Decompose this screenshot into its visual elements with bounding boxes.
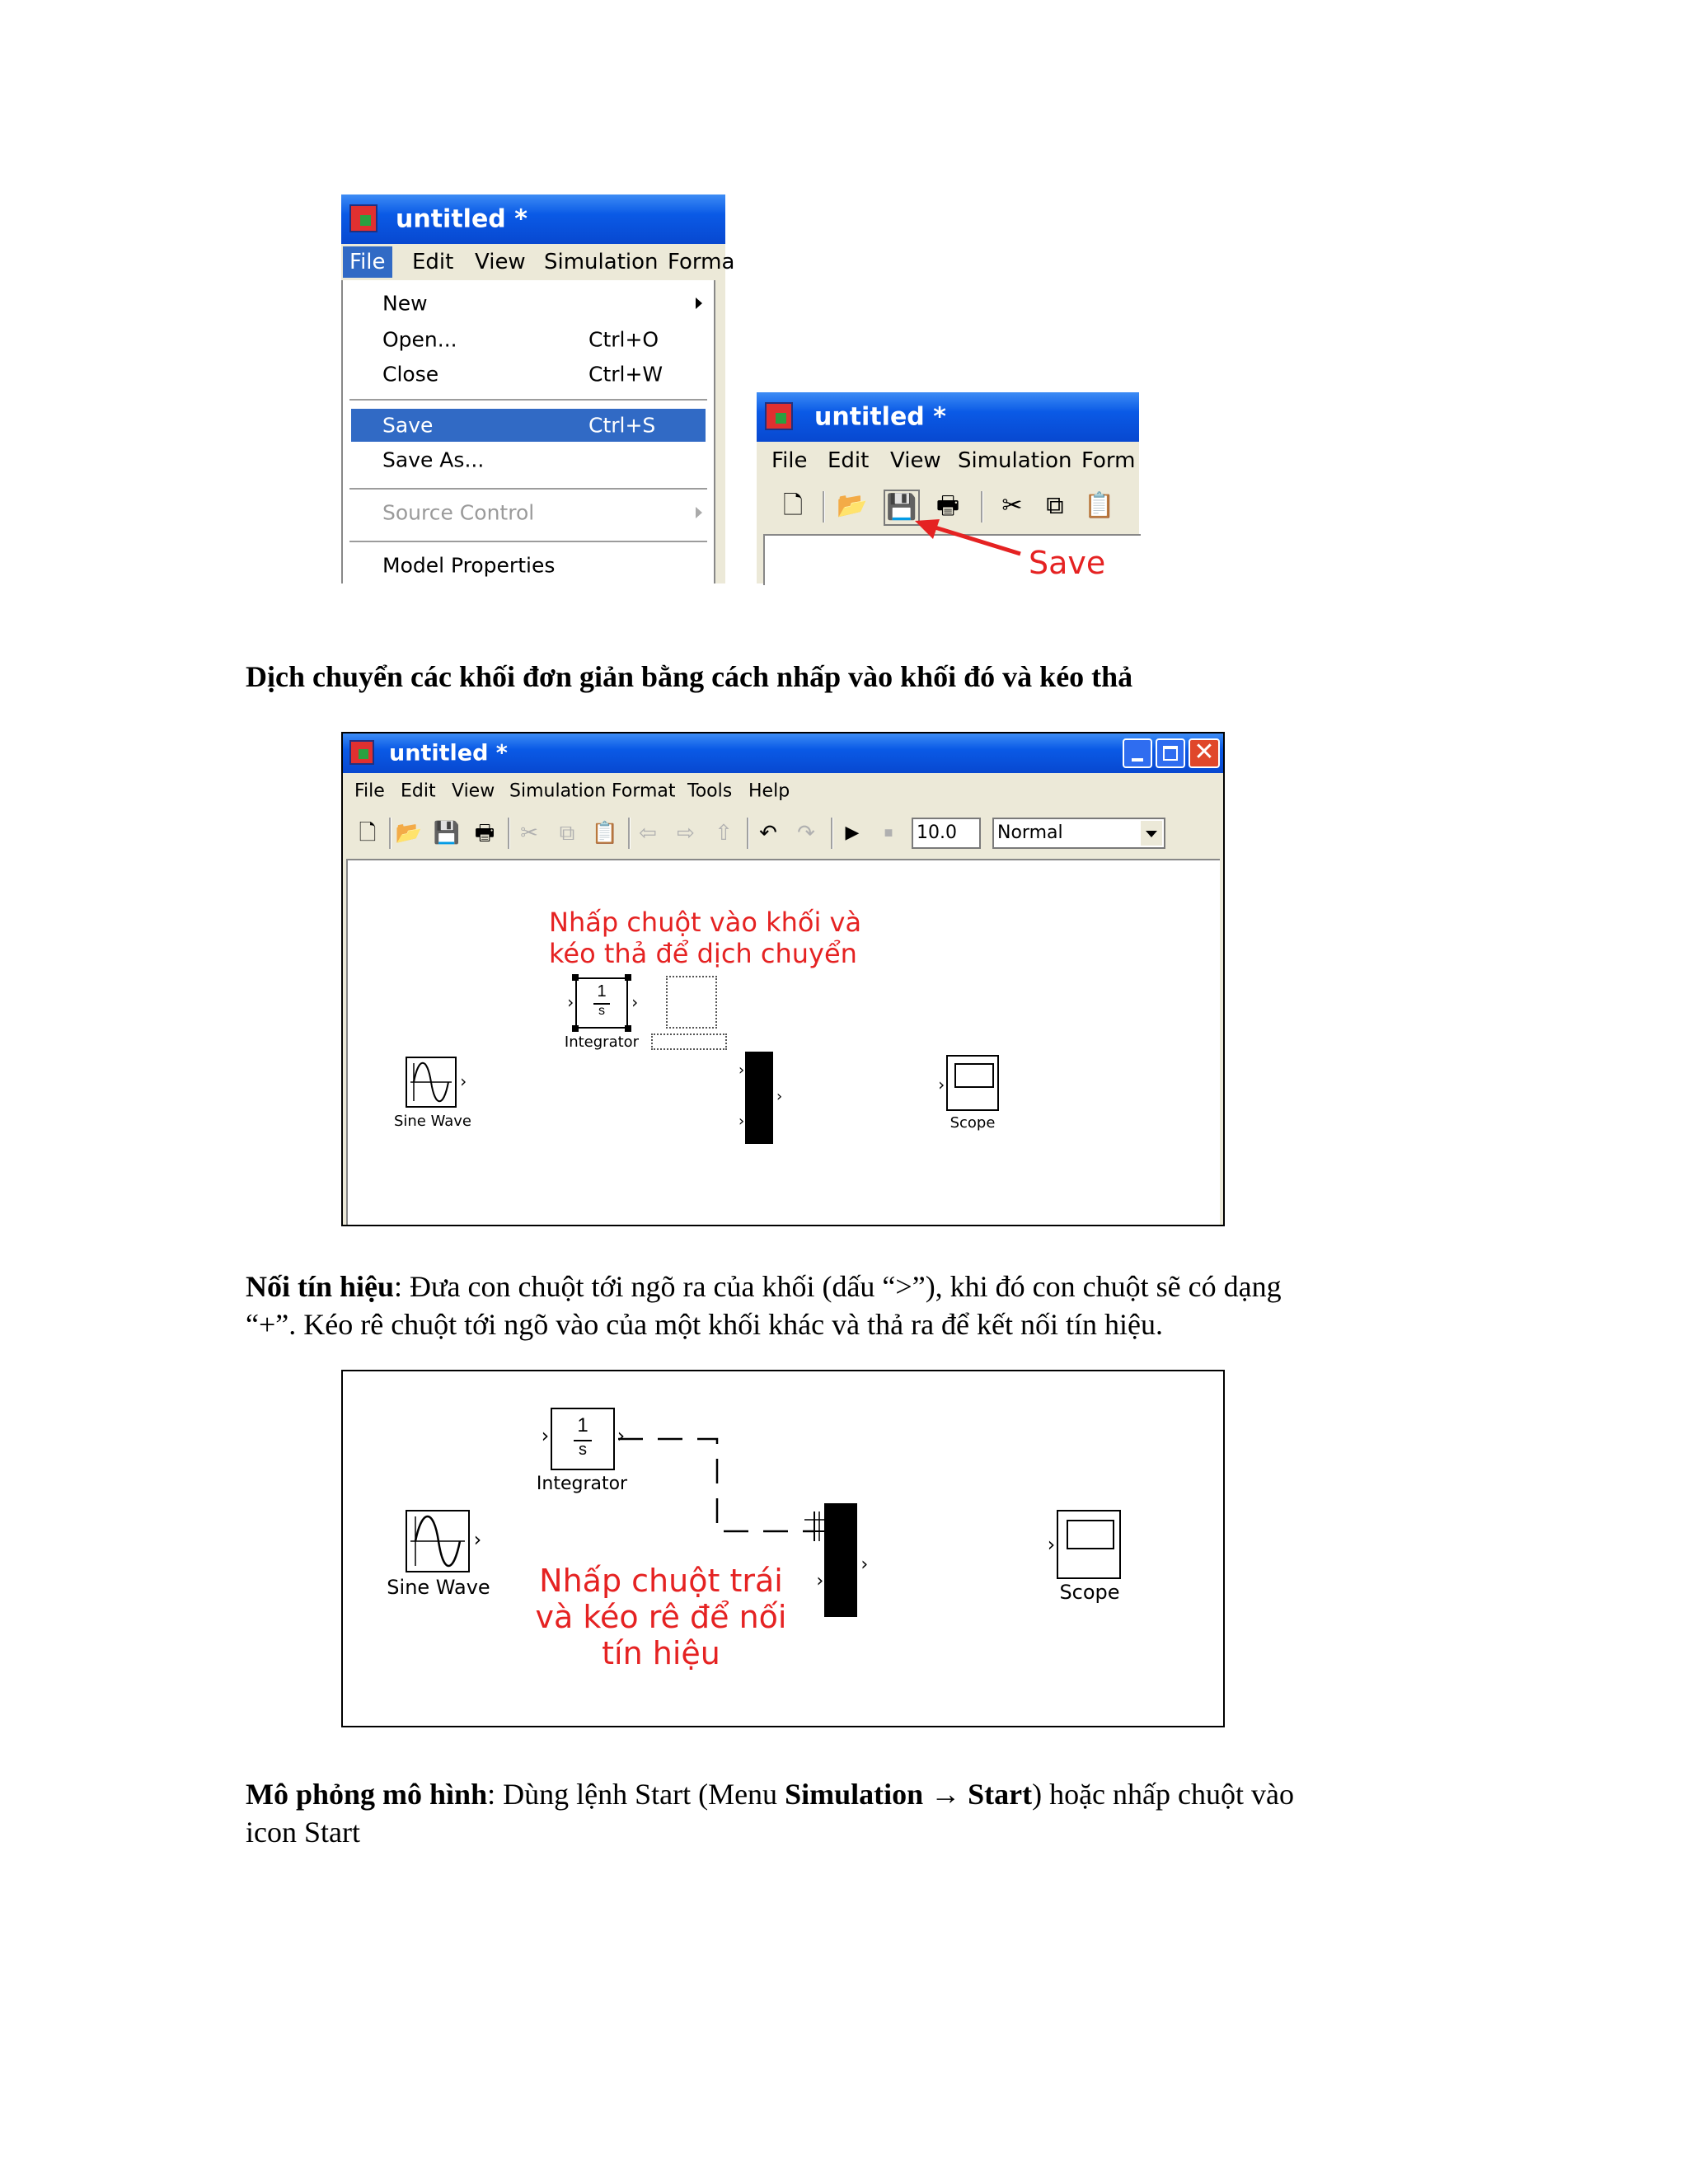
- drag-outline: [651, 1033, 727, 1050]
- paragraph-text: ) hoặc nhấp chuột vào: [1032, 1778, 1294, 1811]
- sine-wave-icon: [409, 1060, 453, 1104]
- copy-icon[interactable]: ⧉: [559, 820, 575, 845]
- menu-item-close[interactable]: Close Ctrl+W: [382, 362, 663, 387]
- output-port[interactable]: ›: [458, 1071, 469, 1091]
- chevron-down-icon: [1141, 821, 1162, 846]
- menubar: [341, 244, 735, 280]
- input-port[interactable]: ›: [936, 1075, 947, 1094]
- paragraph-connect-signal: [246, 1268, 1282, 1343]
- print-icon[interactable]: 🖶: [474, 820, 495, 845]
- menu-help[interactable]: Help: [748, 780, 790, 802]
- output-port[interactable]: ›: [471, 1528, 484, 1551]
- menu-tools[interactable]: Tools: [687, 780, 733, 802]
- sine-wave-block[interactable]: [406, 1510, 470, 1572]
- output-port[interactable]: ›: [615, 1424, 627, 1447]
- simulation-mode-select[interactable]: Normal: [992, 818, 1165, 849]
- menu-separator: [349, 488, 707, 490]
- sine-wave-label: Sine Wave: [393, 1113, 472, 1130]
- minimize-button[interactable]: [1123, 738, 1152, 768]
- scope-screen-icon: [954, 1063, 994, 1088]
- menu-item-save[interactable]: Save Ctrl+S: [351, 409, 706, 442]
- window-titlebar: [341, 194, 725, 244]
- cut-icon[interactable]: ✂: [1001, 492, 1023, 519]
- menu-format[interactable]: Format: [612, 780, 676, 802]
- toolbar-separator: [389, 818, 392, 849]
- start-icon[interactable]: ▶: [845, 822, 860, 842]
- menu-separator: [349, 541, 707, 543]
- close-button[interactable]: [1189, 738, 1220, 768]
- mux-block[interactable]: [824, 1503, 857, 1617]
- toolbar-separator: [628, 818, 631, 849]
- output-port[interactable]: ›: [630, 992, 640, 1012]
- toolbar-separator: [823, 491, 825, 523]
- paragraph-line-2: icon Start: [246, 1816, 360, 1849]
- heading-move-blocks: Dịch chuyển các khối đơn giản bằng cách nhấp vào khối đó và kéo thả: [246, 660, 1133, 693]
- paste-icon[interactable]: 📋: [591, 820, 619, 845]
- scope-block[interactable]: [946, 1055, 999, 1111]
- menu-edit[interactable]: Edit: [828, 448, 870, 473]
- window-titlebar: [757, 392, 1139, 442]
- new-icon[interactable]: 🗋: [782, 492, 804, 519]
- save-icon[interactable]: 💾: [433, 820, 461, 845]
- toolbar-separator: [508, 818, 510, 849]
- selection-handle[interactable]: [572, 974, 579, 981]
- sine-wave-icon: [409, 1513, 467, 1569]
- drag-outline: [666, 976, 717, 1029]
- figure-file-menu: [341, 194, 735, 583]
- term-connect-signal: Nối tín hiệu: [246, 1270, 395, 1303]
- term-simulation: Simulation: [785, 1778, 924, 1811]
- input-port[interactable]: ›: [737, 1113, 746, 1130]
- menu-simulation[interactable]: Simulation: [544, 250, 659, 274]
- menu-file[interactable]: File: [771, 448, 808, 473]
- mux-block[interactable]: [745, 1052, 773, 1144]
- submenu-arrow-icon: [696, 298, 702, 309]
- menu-simulation[interactable]: Simulation: [958, 448, 1072, 473]
- simulink-app-icon: [349, 740, 374, 765]
- window-title: untitled *: [396, 204, 528, 234]
- simulink-app-icon: [765, 402, 793, 430]
- scope-screen-icon: [1067, 1520, 1114, 1549]
- print-icon[interactable]: 🖶: [935, 492, 960, 519]
- simulink-app-icon: [349, 204, 377, 232]
- save-icon[interactable]: 💾: [884, 490, 920, 526]
- sine-wave-label: Sine Wave: [387, 1576, 490, 1599]
- term-start: Start: [968, 1778, 1033, 1811]
- scope-label: Scope: [1059, 1581, 1120, 1604]
- figure-toolbar-save: [757, 392, 1139, 583]
- integrator-label: Integrator: [564, 1033, 640, 1051]
- scope-block[interactable]: [1057, 1510, 1121, 1579]
- toolbar-separator: [747, 818, 749, 849]
- menubar: [757, 442, 1139, 480]
- menu-simulation[interactable]: Simulation: [509, 780, 607, 802]
- maximize-icon: [1163, 746, 1178, 761]
- menu-edit[interactable]: Edit: [412, 250, 454, 274]
- menu-item-new[interactable]: New: [343, 287, 714, 320]
- menu-file[interactable]: File: [354, 780, 385, 802]
- paragraph-simulate-model: [246, 1775, 1294, 1851]
- paragraph-line-2: “+”. Kéo rê chuột tới ngõ vào của một khối khác và thả ra để kết nối tín hiệu.: [246, 1308, 1163, 1341]
- input-port[interactable]: ›: [737, 1062, 746, 1079]
- minimize-icon: [1132, 758, 1143, 762]
- scope-label: Scope: [950, 1114, 996, 1132]
- file-dropdown: [341, 280, 715, 583]
- menu-view[interactable]: View: [890, 448, 941, 473]
- forward-icon[interactable]: ⇨: [677, 820, 695, 845]
- copy-icon[interactable]: ⧉: [1046, 492, 1064, 519]
- integrator-block[interactable]: [575, 977, 628, 1029]
- window-titlebar: [343, 733, 1223, 773]
- input-port[interactable]: ›: [565, 992, 576, 1012]
- menu-format[interactable]: Forma: [668, 250, 735, 274]
- selection-handle[interactable]: [625, 1025, 631, 1032]
- paragraph-line-1: [246, 1775, 1294, 1813]
- term-simulate-model: Mô phỏng mô hình: [246, 1778, 488, 1811]
- selection-handle[interactable]: [625, 974, 631, 981]
- submenu-arrow-icon: [696, 507, 702, 518]
- input-port[interactable]: ›: [1045, 1533, 1057, 1556]
- move-block-note: Nhấp chuột vào khối và kéo thả để dịch chuyển: [549, 907, 862, 969]
- arrow-right-icon: →: [931, 1778, 961, 1811]
- figure-connect-signal: [341, 1370, 1225, 1727]
- menu-item-model-properties[interactable]: Model Properties: [382, 553, 556, 578]
- paragraph-text: : Dùng lệnh Start (Menu: [487, 1778, 785, 1811]
- figure-move-block-window: [341, 732, 1225, 1226]
- menu-item-save-as[interactable]: Save As...: [382, 448, 485, 472]
- paragraph-line-1: [246, 1268, 1282, 1305]
- integrator-numerator: 1: [597, 982, 607, 1001]
- integrator-denominator: s: [579, 1441, 587, 1459]
- input-port[interactable]: ›: [539, 1424, 551, 1447]
- menu-format[interactable]: Form: [1081, 448, 1136, 473]
- up-icon[interactable]: ⇧: [715, 820, 733, 845]
- output-port[interactable]: ›: [859, 1554, 870, 1575]
- selection-handle[interactable]: [572, 1025, 579, 1032]
- undo-icon[interactable]: ↶: [759, 820, 777, 845]
- arrow-icon: [905, 516, 1029, 565]
- integrator-denominator: s: [598, 1004, 605, 1018]
- menu-separator: [349, 399, 707, 401]
- toolbar: [343, 809, 1223, 857]
- integrator-numerator: 1: [577, 1414, 588, 1436]
- menu-item-open[interactable]: Open... Ctrl+O: [382, 327, 659, 352]
- input-port[interactable]: ›: [814, 1571, 826, 1591]
- new-icon[interactable]: 🗋: [359, 820, 377, 845]
- window-title: untitled *: [389, 740, 508, 766]
- paste-icon[interactable]: 📋: [1084, 492, 1115, 519]
- stop-time-input[interactable]: 10.0: [912, 818, 981, 849]
- maximize-button[interactable]: [1156, 738, 1185, 768]
- cut-icon[interactable]: ✂: [520, 820, 538, 845]
- open-folder-icon[interactable]: 📂: [837, 492, 868, 519]
- model-canvas[interactable]: [346, 859, 1220, 1225]
- menu-file[interactable]: File: [343, 246, 392, 278]
- connect-signal-note: Nhấp chuột trái và kéo rê để nối tín hiệu: [535, 1563, 787, 1671]
- output-port[interactable]: ›: [775, 1088, 784, 1105]
- toolbar-separator: [831, 818, 833, 849]
- redo-icon[interactable]: ↷: [797, 820, 815, 845]
- integrator-label: Integrator: [536, 1474, 628, 1494]
- menu-view[interactable]: View: [452, 780, 495, 802]
- back-icon[interactable]: ⇦: [639, 820, 657, 845]
- menu-view[interactable]: View: [475, 250, 526, 274]
- stop-icon[interactable]: ■: [884, 824, 893, 841]
- menu-item-source-control: Source Control: [343, 496, 714, 529]
- window-title: untitled *: [814, 402, 946, 432]
- menubar: [343, 773, 1223, 809]
- open-folder-icon[interactable]: 📂: [395, 820, 423, 845]
- sine-wave-block[interactable]: [406, 1057, 457, 1108]
- save-callout: Save: [1029, 545, 1106, 581]
- menu-edit[interactable]: Edit: [401, 780, 436, 802]
- close-icon: ✕: [1193, 738, 1215, 766]
- paragraph-text: : Đưa con chuột tới ngõ ra của khối (dấu “>”), khi đó con chuột sẽ có dạng: [394, 1270, 1282, 1303]
